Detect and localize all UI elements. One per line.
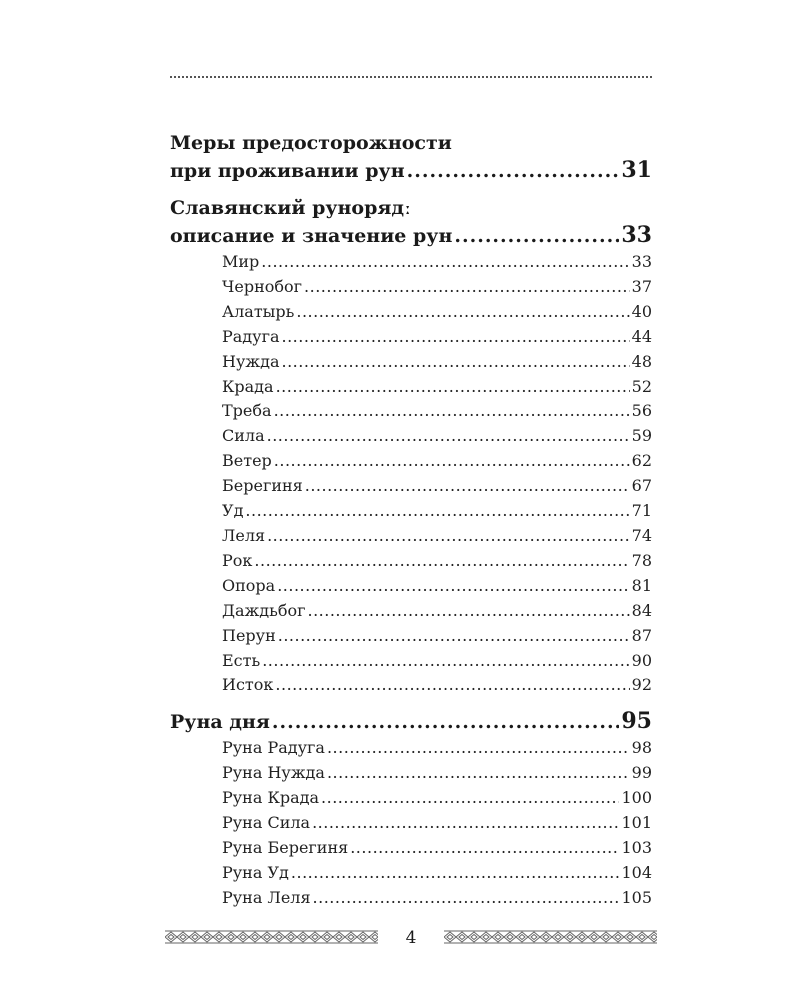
dot-leader (305, 474, 630, 499)
toc-entry-label: Мир (222, 252, 260, 271)
page-footer (165, 928, 657, 948)
dot-leader (407, 158, 620, 185)
toc-entry[interactable] (222, 599, 652, 624)
dot-leader (307, 599, 629, 624)
toc-entry-page: 101 (621, 813, 652, 833)
toc-entry[interactable] (222, 350, 652, 375)
toc-entry[interactable] (222, 673, 652, 698)
toc-entry-label: Опора (222, 575, 276, 595)
toc-entry-page: 59 (631, 426, 652, 446)
section-title-label: описание и значение рун (170, 225, 453, 247)
dot-leader (275, 673, 629, 698)
toc-entry-page: 105 (621, 887, 652, 907)
dot-leader (296, 300, 629, 325)
toc-entry[interactable] (222, 811, 652, 836)
toc-entry-page: 103 (621, 837, 652, 857)
dot-leader (254, 549, 629, 574)
section-title-row[interactable] (170, 157, 652, 185)
toc-entry[interactable] (222, 836, 652, 861)
toc-entry-label: Руна Нужда (222, 763, 325, 783)
toc-entry-page: 104 (621, 862, 652, 882)
toc-entry-label: Крада (222, 376, 274, 396)
dot-leader (327, 761, 630, 786)
toc-entry[interactable] (222, 649, 652, 674)
toc-entry-label: Даждьбог (222, 600, 306, 620)
toc-entry-page: 99 (631, 763, 652, 783)
section-title-row[interactable] (170, 708, 652, 736)
toc-entry-label: Руна Радуга (222, 738, 325, 758)
section-page-number: 95 (621, 708, 652, 735)
toc-section (170, 195, 652, 698)
toc-entry-page: 71 (631, 501, 652, 521)
page-number: 4 (405, 928, 417, 948)
toc-entry-page: 40 (631, 301, 652, 321)
toc-entry-page: 87 (631, 625, 652, 645)
toc-entry[interactable] (222, 624, 652, 649)
dot-leader (267, 524, 630, 549)
toc-entry[interactable] (222, 861, 652, 886)
toc-entry-label: Руна Уд (222, 862, 289, 882)
section-title-label: при проживании рун (170, 160, 405, 182)
toc-entry-page: 90 (631, 650, 652, 670)
toc-entry[interactable] (222, 886, 652, 911)
toc-entry-label: Руна Крада (222, 788, 320, 808)
dot-leader (274, 449, 630, 474)
toc-entry-label: Треба (222, 401, 272, 421)
right-ornament-border (444, 930, 657, 944)
section-title-line: Славянский рунорядː (170, 197, 412, 219)
section-page-number: 33 (621, 222, 652, 248)
toc-entry-page: 100 (621, 788, 652, 808)
toc-entry-label: Исток (222, 675, 274, 695)
section-title-row[interactable] (170, 222, 652, 250)
toc-entry[interactable] (222, 574, 652, 599)
dot-leader (278, 624, 630, 649)
toc-entry-label: Чернобог (222, 276, 303, 296)
toc-entry-page: 74 (631, 525, 652, 545)
toc-entry-label: Уд (222, 501, 244, 521)
dot-leader (313, 886, 620, 911)
toc-entry[interactable] (222, 449, 652, 474)
toc-entry-page: 98 (631, 738, 652, 758)
dot-leader (277, 574, 629, 599)
dot-leader (327, 736, 630, 761)
dot-leader (276, 375, 630, 400)
dot-leader (454, 223, 619, 250)
table-of-contents (170, 130, 652, 921)
toc-entry-label: Леля (222, 525, 266, 545)
toc-entry[interactable] (222, 736, 652, 761)
toc-entry[interactable] (222, 424, 652, 449)
toc-entry-page: 67 (631, 476, 652, 496)
toc-entry-label: Радуга (222, 326, 280, 346)
dot-leader (304, 275, 630, 300)
toc-entry[interactable] (222, 250, 652, 275)
toc-entry-label: Ветер (222, 451, 272, 471)
toc-entry-page: 81 (631, 575, 652, 595)
dot-leader (261, 250, 629, 275)
toc-entry-label: Алатырь (222, 301, 295, 321)
toc-entry-label: Есть (222, 650, 261, 670)
toc-entry-label: Сила (222, 426, 265, 446)
toc-entry-page: 33 (631, 252, 652, 271)
dot-leader (262, 649, 629, 674)
toc-entry-page: 56 (631, 401, 652, 421)
dot-leader (272, 709, 619, 736)
dot-leader (321, 786, 619, 811)
toc-entry[interactable] (222, 786, 652, 811)
toc-entry-page: 37 (631, 276, 652, 296)
toc-entry-label: Руна Берегиня (222, 837, 349, 857)
dot-leader (350, 836, 619, 861)
toc-entry[interactable] (222, 300, 652, 325)
dot-leader (245, 499, 629, 524)
section-page-number: 31 (621, 157, 652, 183)
dot-leader (312, 811, 619, 836)
toc-entry-page: 44 (631, 326, 652, 346)
toc-entry[interactable] (222, 524, 652, 549)
toc-entry-label: Рок (222, 550, 253, 570)
toc-entry-label: Руна Леля (222, 887, 311, 907)
toc-entry-page: 92 (631, 675, 652, 695)
section-title-line: Меры предосторожности (170, 132, 452, 154)
toc-entry[interactable] (222, 325, 652, 350)
dot-leader (267, 424, 630, 449)
toc-entry-label: Руна Сила (222, 813, 311, 833)
toc-entry-page: 78 (631, 550, 652, 570)
toc-entry-label: Берегиня (222, 476, 303, 496)
toc-entry[interactable] (222, 499, 652, 524)
toc-entry-page: 62 (631, 451, 652, 471)
toc-entry-label: Нужда (222, 351, 280, 371)
toc-entry[interactable] (222, 761, 652, 786)
toc-entry-page: 84 (631, 600, 652, 620)
toc-section (170, 130, 652, 185)
top-dotted-rule (170, 76, 652, 78)
dot-leader (282, 325, 630, 350)
toc-entry[interactable] (222, 375, 652, 400)
toc-entry-page: 52 (631, 376, 652, 396)
dot-leader (274, 399, 630, 424)
dot-leader (281, 350, 629, 375)
toc-entry-page: 48 (631, 351, 652, 371)
toc-entry[interactable] (222, 474, 652, 499)
section-title-label: Руна дня (170, 711, 270, 734)
toc-entry-label: Перун (222, 625, 276, 645)
dot-leader (291, 861, 620, 886)
toc-section (170, 708, 652, 910)
toc-entry[interactable] (222, 549, 652, 574)
toc-entry[interactable] (222, 399, 652, 424)
toc-entry[interactable] (222, 275, 652, 300)
